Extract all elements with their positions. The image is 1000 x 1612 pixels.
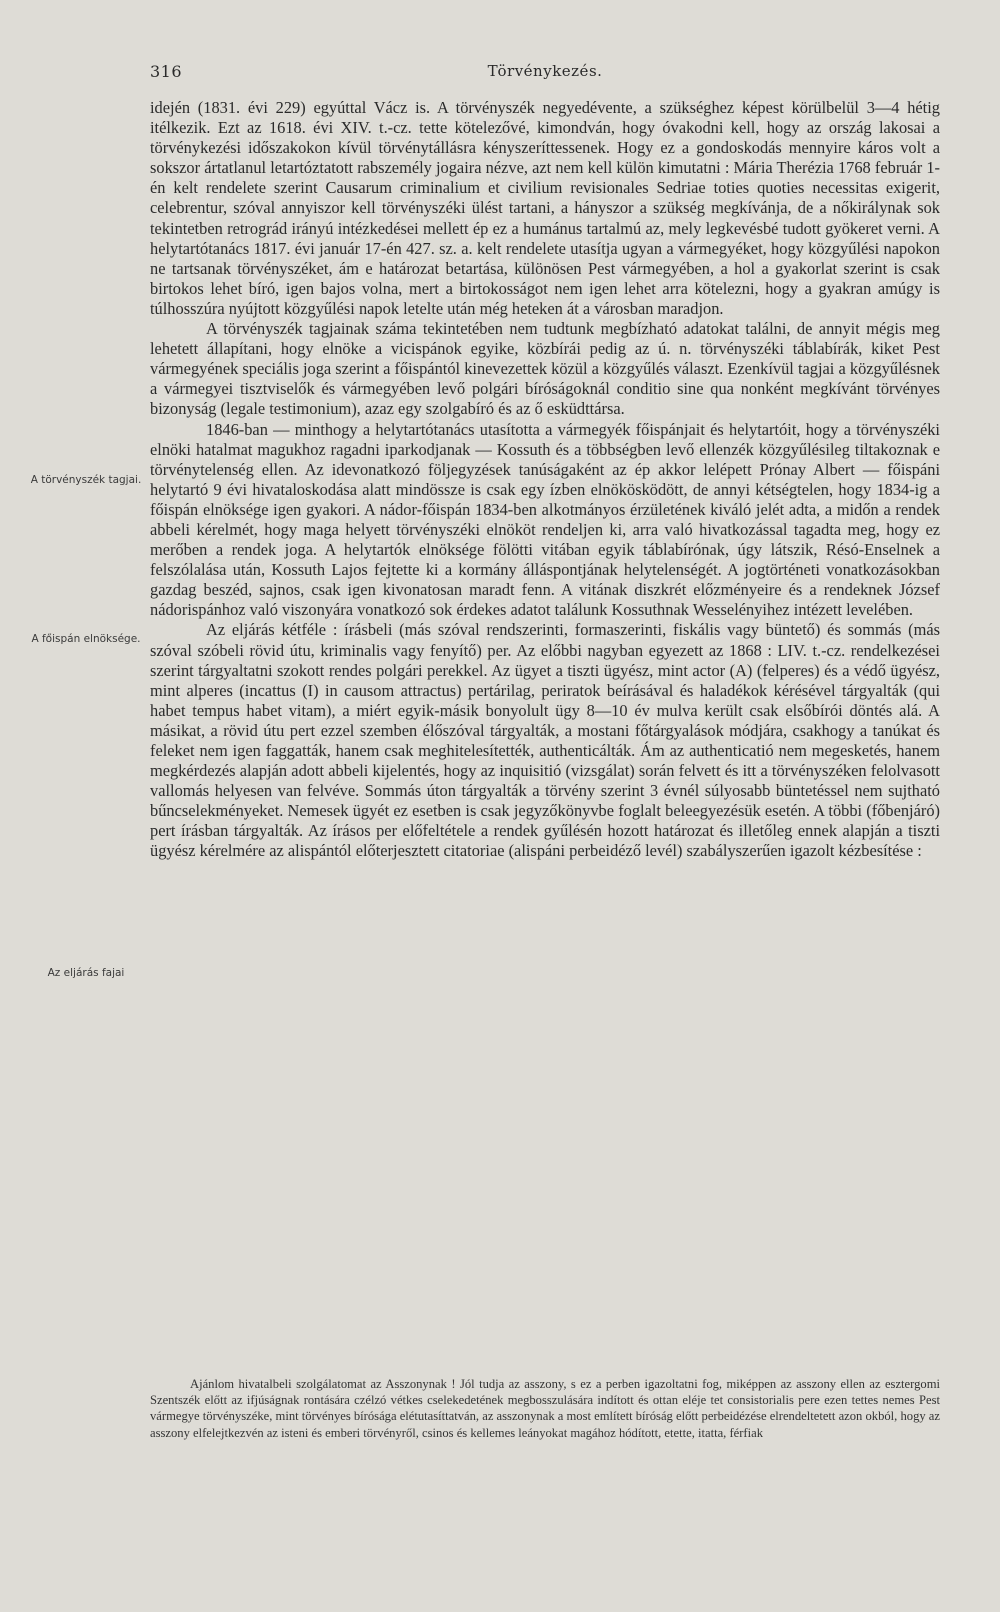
- margin-note-procedure: Az eljárás fajai: [47, 967, 125, 979]
- margin-note-presidency: A főispán elnöksége.: [31, 633, 141, 645]
- body-text: [150, 98, 940, 862]
- paragraph: idején (1831. évi 229) egyúttal Vácz is. A törvényszék negyedévente, a szükséghez képest körülbelül 3—4 hétig itélkezik. Ezt az 1618. évi XIV. t.-cz. tette kötelezővé, kimondván, hogy óvakodni kell, hogy az ország lakosai a törvénykezési időszakokon kívül törvénytállásra kényszeríttessenek. Hogy ez a gondoskodás mennyire káros volt a sokszor ártatlanul letartóztatott rabszemély jogaira nézve, azt nem kell külön kimutatni : Mária Therézia 1768 február 1-én kelt rendelete szerint Causarum criminalium et civilium revisionales Sedriae toties quoties necessitas exigerit, celebrentur, szóval annyiszor kell törvényszéki ülést tartani, a hányszor a szükség megkívánja, de a nőkirálynak sok tekintetben retrográd irányú intézkedései mellett ép ez a humánus tartalmú az, mely legkevésbé tudott gyökeret verni. A helytartótanács 1817. évi január 17-én 427. sz. a. kelt rendelete utasítja ugyan a vármegyéket, hogy közgyűlési napokon ne tartsanak törvényszéket, ám e határozat betartása, különösen Pest vármegyében, a hol a gyakorlat szerint is csak birtokos lehet bíró, igen bajos volna, mert a birtokosságot nem igen lehet arra kötelezni, hogy a gyakran amúgy is túlhosszúra nyújtott közgyűlési napok letelte után még heteken át a városban maradjon.: [150, 98, 940, 318]
- paragraph: A törvényszék tagjainak száma tekintetében nem tudtunk megbízható adatokat találni, de annyit mégis meg lehetett állapítani, hogy elnöke a vicispánok egyike, közbírái pedig az ú. n. törvényszéki táblabírák, kiket Pest vármegyének speciális joga szerint a főispántól kinevezettek közül a közgyűlés választ. Ezenkívül tagjai a közgyűlésnek a vármegyei tisztviselők és vármegyében levő polgári bíróságoknál conditio sine qua nonként megkívánt törvényes bizonyság (legale testimonium), azaz egy szolgabíró és az ő esküdttársa.: [150, 319, 940, 419]
- paragraph: 1846-ban — minthogy a helytartótanács utasította a vármegyék főispánjait és helytartóit, hogy a törvényszéki elnöki hatalmat magukhoz ragadni iparkodjanak — Kossuth és a többségben levő ellenzék közgyűlésileg tiltakoznak e törvénytelenség ellen. Az idevonatkozó följegyzések tanúságaként az ép akkor lelépett Prónay Albert — főispáni helytartó 9 évi hivataloskodása alatt mindössze is csak egy ízben elnökösködött, de annyi kétségtelen, hogy 1834-ig a főispán elnöksége igen gyakori. A nádor-főispán 1834-ben alkotmányos érzületének kiváló jelét adta, a midőn a rendek abbeli kérelmét, hogy maga helyett törvényszéki elnököt rendeljen ki, arra való hivatkozással tagadta meg, hogy ez merőben a rendek joga. A helytartók elnöksége fölötti vitában egyik táblabírónak, úgy látszik, Résó-Enselnek a felszólalása után, Kossuth Lajos fejtette ki a kormány álláspontjának helytelenségét. A jogtörténeti vonatkozásokban gazdag beszéd, sajnos, csak igen kivonatosan maradt fenn. A vitának diszkrét előzményeire és a rendeknek József nádorispánhoz való viszonyára vonatkozó sok érdekes adatot találunk Kossuthnak Wesselényihez intézett levelében.: [150, 419, 940, 620]
- footnote-text: Ajánlom hivatalbeli szolgálatomat az Asszonynak ! Jól tudja az asszony, s ez a perben igazoltatni fog, miképpen az asszony ellen az esztergomi Szentszék előtt az ifjúságnak rontására czélzó vétkes cselekedetének megbosszulására indított és ottan eléje tet consistorialis pere ezen tettes nemes Pest vármegye törvényszéke, mint törvényes bírósága elétutasíttatván, az asszonynak a most említett bíróság előtt perbeidézése elrendeltetett azon okból, hogy az asszony elfelejtkezvén az isteni és emberi törvényről, csinos és kellemes leányokat magához hódított, etette, itatta, férfiak: [150, 1377, 940, 1440]
- margin-note-members: A törvényszék tagjai.: [30, 474, 142, 486]
- page-number: 316: [150, 62, 183, 81]
- footnote: [150, 1376, 940, 1441]
- running-title: Törvénykezés.: [487, 62, 603, 80]
- paragraph: Az eljárás kétféle : írásbeli (más szóval rendszerinti, formaszerinti, fiskális vagy büntető) és sommás (más szóval szóbeli rövid útu, kriminalis vagy fenyítő) per. Az előbbi nagyban egyezett az 1868 : LIV. t.-cz. rendelkezései szerint tárgyaltatni szokott rendes polgári perekkel. Az ügyet a tiszti ügyész, mint actor (A) (felperes) és a védő ügyész, mint alperes (incattus (I) in causom attractus) pertárilag, periratok beírásával és haladékok kérésével tárgyalták (qui habet tempus habet vitam), a miért egyik-másik bonyolult ügy 8—10 év mulva került csak elsőbírói döntés alá. A másikat, a rövid útu pert ezzel szemben élőszóval tárgyalták, a mostani főtárgyalások módjára, csakhogy a tanúkat és feleket nem igen faggatták, hanem csak meghitelesítették, authenticálták. Ám az authenticatió nem megesketés, hanem megkérdezés alapján adott abbeli kijelentés, hogy az inquisitió (vizsgálat) során felvett és itt a törvényszéken felolvasott vallomás helyesen van felvéve. Sommás úton tárgyalták a törvény szerint 3 évnél súlyosabb büntetéssel nem sujtható bűncselekményeket. Nemesek ügyét ez esetben is csak jegyzőkönyvbe foglalt beleegyezésük esetén. A többi (főbenjáró) pert írásban tárgyalták. Az írásos per előfeltétele a rendek gyűlésén hozott határozat és illetőleg ennek alapján a tiszti ügyész kérelmére az alispántól előterjesztett citatoriae (alispáni perbeidéző levél) szabályszerűen igazolt kézbesítése :: [150, 620, 940, 861]
- page-header: [150, 62, 940, 86]
